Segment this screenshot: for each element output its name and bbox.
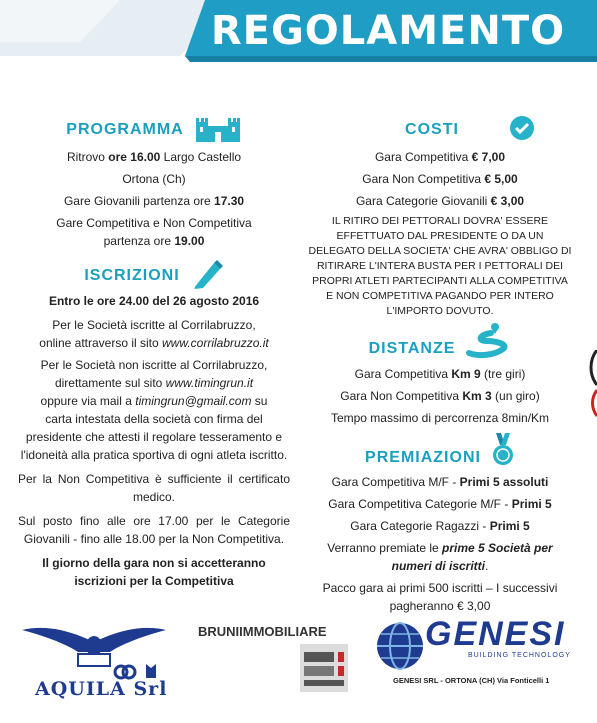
premio-competitiva-label: Gara Competitiva M/F -: [331, 475, 460, 489]
distanze-header: [300, 323, 580, 361]
bruni-logo-text: BRUNIIMMOBILIARE: [198, 624, 327, 639]
iscrizioni-p5: Il giorno della gara non si accetteranno iscrizioni per la Competitiva: [42, 556, 266, 588]
castle-icon: [194, 114, 242, 147]
bruni-logo-mark: [300, 644, 348, 692]
genesi-address: GENESI SRL - ORTONA (CH) Via Fonticelli 1: [393, 676, 550, 685]
distanza-competitiva-giri: (tre giri): [480, 367, 526, 381]
pencil-icon: [190, 257, 224, 296]
competitiva-label: Gare Competitiva e Non Competitiva: [56, 216, 252, 230]
premiazioni-title: PREMIAZIONI: [365, 449, 481, 466]
page-title: REGOLAMENTO: [210, 8, 566, 54]
genesi-globe-logo: [375, 620, 425, 672]
aquila-eagle-logo: [18, 620, 178, 680]
corrilabruzzo-link[interactable]: www.corrilabruzzo.it: [162, 336, 269, 350]
premiazioni-header: [300, 435, 580, 469]
iscrizioni-p1a: Per le Società iscritte al Corrilabruzzo,: [52, 318, 256, 332]
premio-competitiva: Primi 5 assoluti: [459, 475, 549, 489]
costo-noncompetitiva-label: Gara Non Competitiva: [362, 172, 485, 186]
iscrizioni-p1b: online attraverso il sito: [39, 336, 163, 350]
medal-icon: [491, 433, 515, 472]
premio-ragazzi: Primi 5: [489, 519, 530, 533]
distanza-competitiva: Km 9: [451, 367, 481, 381]
premio-societa-label: Verranno premiate le: [327, 541, 442, 555]
ritrovo-time: ore 16.00: [108, 150, 161, 164]
iscrizioni-p3: Per la Non Competitiva è sufficiente il certificato medico.: [18, 472, 290, 504]
premio-societa: prime 5 Società per numeri di iscritti: [391, 541, 553, 573]
costi-title: COSTI: [405, 121, 459, 138]
ritrovo-place: Largo Castello: [160, 150, 242, 164]
giovanili-label: Gare Giovanili partenza ore: [63, 194, 215, 208]
costo-noncompetitiva: € 5,00: [484, 172, 518, 186]
iscrizioni-deadline: Entro le ore 24.00 del 26 agosto 2016: [48, 294, 260, 308]
iscrizioni-p2c: oppure via mail a: [40, 394, 136, 408]
premio-categorie: Primi 5: [511, 497, 552, 511]
distanza-competitiva-label: Gara Competitiva: [354, 367, 452, 381]
distanza-noncompetitiva-label: Gara Non Competitiva: [340, 389, 463, 403]
iscrizioni-p2d: su: [251, 394, 268, 408]
iscrizioni-header: [18, 262, 290, 290]
iscrizioni-title: ISCRIZIONI: [84, 267, 180, 284]
premio-societa-dot: .: [485, 559, 489, 573]
premio-ragazzi-label: Gara Categorie Ragazzi -: [350, 519, 490, 533]
costo-competitiva: € 7,00: [471, 150, 506, 164]
sponsor-logos: [0, 612, 597, 712]
costi-header: [300, 116, 580, 144]
pacco-gara: Pacco gara ai primi 500 iscritti – I successivi pagheranno € 3,00: [322, 581, 558, 613]
distanza-noncompetitiva: Km 3: [462, 389, 492, 403]
left-column: [18, 116, 290, 590]
giovanili-time: 17.30: [214, 194, 245, 208]
costo-giovanili-label: Gara Categorie Giovanili: [355, 194, 491, 208]
tempo-massimo: Tempo massimo di percorrenza 8min/Km: [330, 411, 550, 425]
distanza-noncompetitiva-giri: (un giro): [491, 389, 540, 403]
aquila-logo-text: AQUILA Srl: [35, 678, 168, 700]
costo-competitiva-label: Gara Competitiva: [374, 150, 472, 164]
distanze-title: DISTANZE: [368, 340, 456, 357]
iscrizioni-p2b: direttamente sul sito: [54, 376, 166, 390]
costo-giovanili: € 3,00: [490, 194, 525, 208]
iscrizioni-p4: Sul posto fino alle ore 17.00 per le Categorie Giovanili - fino alle 18.00 per la Non Competitiva.: [18, 514, 290, 546]
timingrun-mail[interactable]: timingrun@gmail.com: [135, 394, 252, 408]
iscrizioni-p2e: carta intestata della società con firma del presidente che attesti il regolare tesseramento e l'idoneità alla pratica sportiva di ogni atleta iscritto.: [20, 412, 288, 462]
edge-decoration: [587, 350, 597, 420]
genesi-logo-subtitle: BUILDING TECHNOLOGY: [468, 652, 571, 659]
ritrovo-city: Ortona (Ch): [122, 172, 186, 186]
route-icon: [465, 321, 511, 364]
programma-title: PROGRAMMA: [66, 121, 184, 138]
checkmark-icon: [509, 115, 535, 146]
competitiva-partenza: partenza ore: [103, 234, 175, 248]
programma-header: [18, 116, 290, 144]
right-column: [300, 116, 580, 615]
competitiva-time: 19.00: [174, 234, 205, 248]
iscrizioni-p2a: Per le Società non iscritte al Corrilabruzzo,: [40, 358, 268, 372]
genesi-logo-text: GENESI: [425, 615, 566, 653]
costi-note: IL RITIRO DEI PETTORALI DOVRA' ESSERE EFFETTUATO DAL PRESIDENTE O DA UN DELEGATO DELLA SOCIETA' CHE AVRA' OBBLIGO DI RITIRARE L'INTERA BUSTA PER I PETTORALI DEI PROPRI ATLETI PARTECIPANTI ALLA COMPETITIVA E NON COMPETITIVA PAGANDO PER INTERO L'IMPORTO DOVUTO.: [308, 215, 572, 317]
header-banner: [0, 0, 597, 68]
premio-categorie-label: Gara Competitiva Categorie M/F -: [328, 497, 512, 511]
ritrovo-label: Ritrovo: [66, 150, 109, 164]
timingrun-link[interactable]: www.timingrun.it: [165, 376, 254, 390]
